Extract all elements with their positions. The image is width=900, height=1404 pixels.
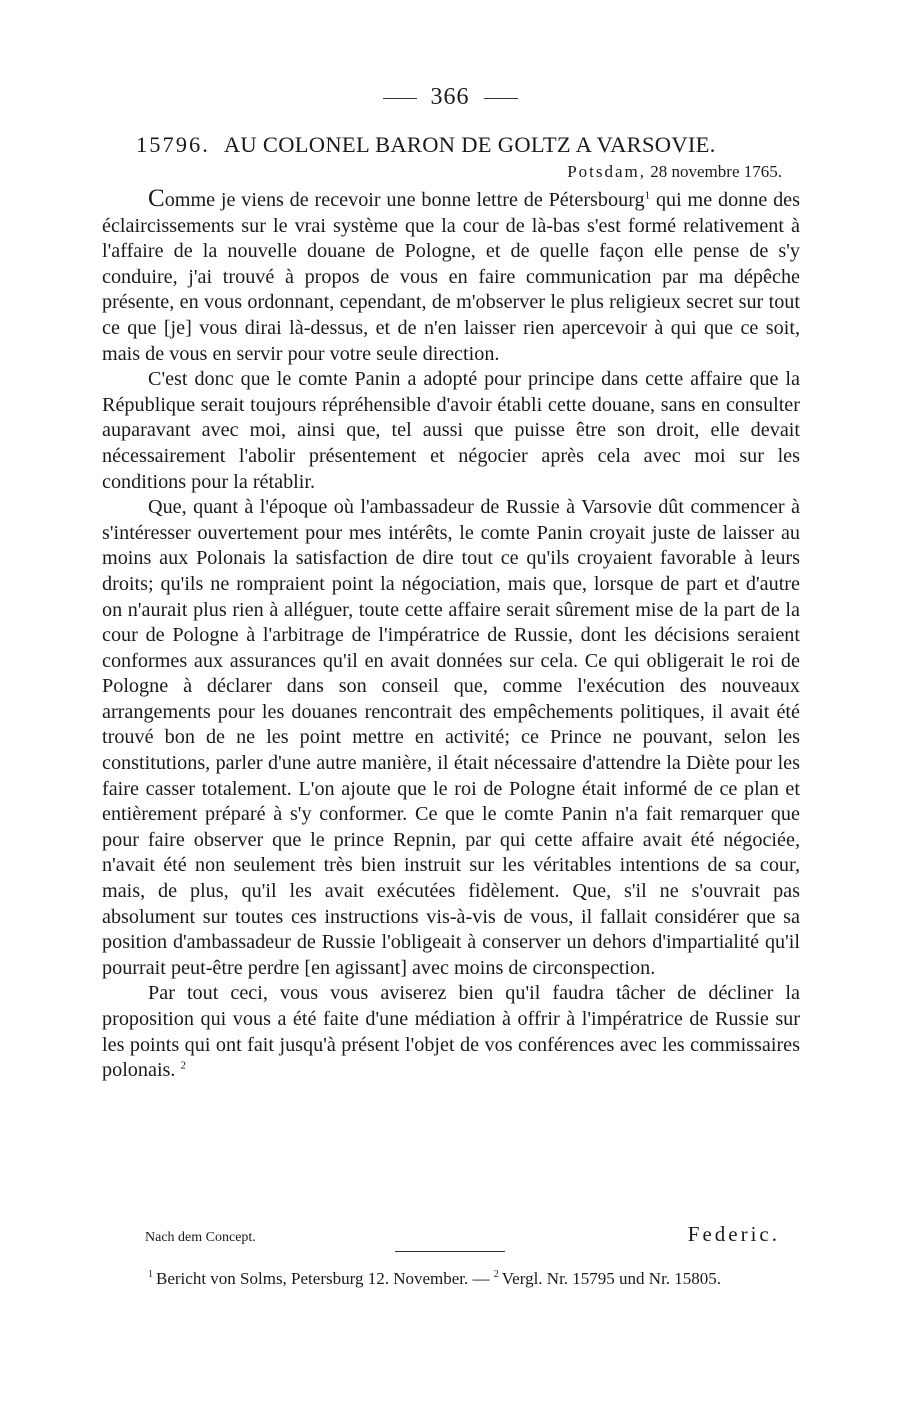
dateline-place: Potsdam, [567,162,647,181]
paragraph-1-text-a: Comme je viens de recevoir une bonne lettre de Pétersbourg [148,185,645,212]
closing-row [145,1222,780,1252]
page-number-text: 366 [430,84,470,110]
paragraph-4-text-a: Par tout ceci, vous vous aviserez bien qu'il faudra tâcher de décliner la proposition qui vous a été faite d'une médiation à offrir à l'impératrice de Russie sur les points qui ont fait jusqu'à présent l'objet de vos conférences avec les commissaires polonais. [102,982,800,1082]
footnotes [102,1268,800,1290]
paragraph-1-text-b: qui me donne des éclaircissements sur le vrai système que la cour de là-bas s'est formé relativement à l'affaire de la nouvelle douane de Pologne, et de quelle façon elle pense de s'y conduire, j'ai trouvé à propos de vous en faire communication par ma dépêche présente, en vous ordonnant, cependant, de m'observer le plus religieux secret sur tout ce que [je] vous dirai là-dessus, et de n'en laisser rien apercevoir à qui que ce soit, mais de vous en servir pour votre seule direction. [102,189,800,365]
footnote-ref-1[interactable]: 1 [644,189,651,202]
dateline [567,162,782,182]
page-number [0,84,900,111]
letter-heading [136,132,796,158]
paragraph-3: Que, quant à l'époque où l'ambassadeur de Russie à Varsovie dût commencer à s'intéresser ouvertement pour mes intérêts, le comte Panin croyait juste de laisser au moins aux Polonais la satisfaction de dire tout ce qu'ils croyaient favorable à leurs droits; qu'ils ne rompraient point la négociation, mais que, lorsque de part et d'autre on n'aurait plus rien à alléguer, toute cette affaire serait sûrement mise de la part de la cour de Pologne à l'arbitrage de l'impératrice de Russie, dont les décisions seraient conformes aux assurances qu'il en avait données sur cela. Ce qui obligerait le roi de Pologne à déclarer dans son conseil que, comme l'exécution des nouveaux arrangements pour les douanes rencontrait des empêchements politiques, il avait été trouvé bon de ne les point mettre en activité; ce Prince ne pouvant, selon les constitutions, parler d'une autre manière, il était nécessaire d'attendre la Diète pour les faire casser totalement. L'on ajoute que le roi de Pologne était informé de ce plan et entièrement préparé à s'y conformer. Ce que le comte Panin n'a fait remarquer que pour faire observer que le prince Repnin, par qui cette affaire avait été négociée, n'avait été non seulement très bien instruit sur les véritables intentions de sa cour, mais, de plus, qu'il les avait exécutées fidèlement. Que, s'il ne s'ouvrait pas absolument sur toutes ces instructions vis-à-vis de vous, il fallait considérer que sa position d'ambassadeur de Russie l'obligeait à conserver un dehors d'impartialité qu'il pourrait peut-être perdre [en agissant] avec moins de circonspection. [102,496,800,979]
page-number-dash-left [383,98,417,99]
footnote-line [102,1268,800,1290]
page-number-dash-right [484,98,518,99]
footnote-2-mark: 2 [493,1269,499,1281]
dateline-date: 28 novembre 1765. [650,162,782,181]
paragraph-1 [102,186,800,367]
source-note: Nach dem Concept. [145,1230,256,1245]
footnote-divider [395,1251,505,1252]
footnote-1-text: Bericht von Solms, Petersburg 12. November. — [156,1269,494,1288]
footnote-ref-2[interactable]: 2 [180,1059,187,1072]
footnote-2-text: Vergl. Nr. 15795 und Nr. 15805. [501,1269,722,1288]
footnote-1-mark: 1 [148,1269,153,1281]
letter-title: AU COLONEL BARON DE GOLTZ A VARSOVIE. [223,132,716,157]
signature: Federic. [687,1222,780,1246]
paragraph-2: C'est donc que le comte Panin a adopté pour principe dans cette affaire que la République serait toujours répréhensible d'avoir établi cette douane, sans en consulter auparavant avec moi, ainsi que, tel aussi que puisse être son droit, elle devait nécessairement l'abolir présentement et négocier après cela avec moi sur les conditions pour la rétablir. [102,368,800,493]
paragraph-4 [102,981,800,1083]
letter-body [102,186,800,1084]
letter-number: 15796. [136,132,210,157]
